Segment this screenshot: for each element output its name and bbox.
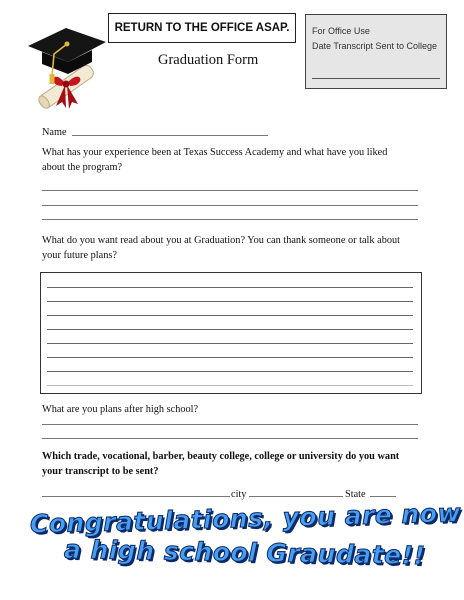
graduation-message-box[interactable] bbox=[40, 272, 422, 394]
answer-line[interactable] bbox=[47, 287, 413, 288]
name-label: Name bbox=[42, 127, 67, 138]
answer-line[interactable] bbox=[42, 205, 418, 206]
question-graduation-message: What do you want read about you at Graduation? You can thank someone or talk about your future plans? bbox=[42, 235, 401, 261]
transcript-date-line[interactable] bbox=[312, 78, 440, 79]
answer-line[interactable] bbox=[42, 424, 418, 425]
city-label: city bbox=[231, 489, 247, 500]
graduation-cap-icon bbox=[22, 16, 110, 112]
office-use-box bbox=[305, 14, 447, 89]
college-field[interactable] bbox=[42, 496, 230, 497]
answer-line[interactable] bbox=[47, 357, 413, 358]
transcript-date-label: Date Transcript Sent to College bbox=[312, 41, 438, 51]
city-field[interactable] bbox=[249, 496, 343, 497]
name-field[interactable] bbox=[72, 135, 268, 136]
state-field[interactable] bbox=[370, 496, 396, 497]
congratulations-banner-line1: Congratulations, you are now bbox=[29, 498, 462, 539]
question-transcript: Which trade, vocational, barber, beauty college, college or university do you want your transcript to be sent? bbox=[42, 451, 400, 477]
form-title: Graduation Form bbox=[158, 52, 259, 68]
answer-line[interactable] bbox=[42, 438, 418, 439]
return-notice: RETURN TO THE OFFICE ASAP. bbox=[108, 13, 296, 43]
answer-line[interactable] bbox=[47, 385, 413, 386]
state-label: State bbox=[345, 489, 366, 500]
answer-line[interactable] bbox=[47, 343, 413, 344]
congratulations-banner-line2: a high school Graudate!! bbox=[63, 534, 426, 571]
answer-line[interactable] bbox=[47, 371, 413, 372]
question-experience: What has your experience been at Texas Success Academy and what have you liked about the program? bbox=[42, 147, 388, 173]
question-plans: What are you plans after high school? bbox=[42, 404, 199, 415]
answer-line[interactable] bbox=[47, 315, 413, 316]
answer-line[interactable] bbox=[47, 301, 413, 302]
office-use-label: For Office Use bbox=[312, 26, 370, 36]
answer-line[interactable] bbox=[42, 219, 418, 220]
answer-line[interactable] bbox=[42, 190, 418, 191]
answer-line[interactable] bbox=[47, 329, 413, 330]
